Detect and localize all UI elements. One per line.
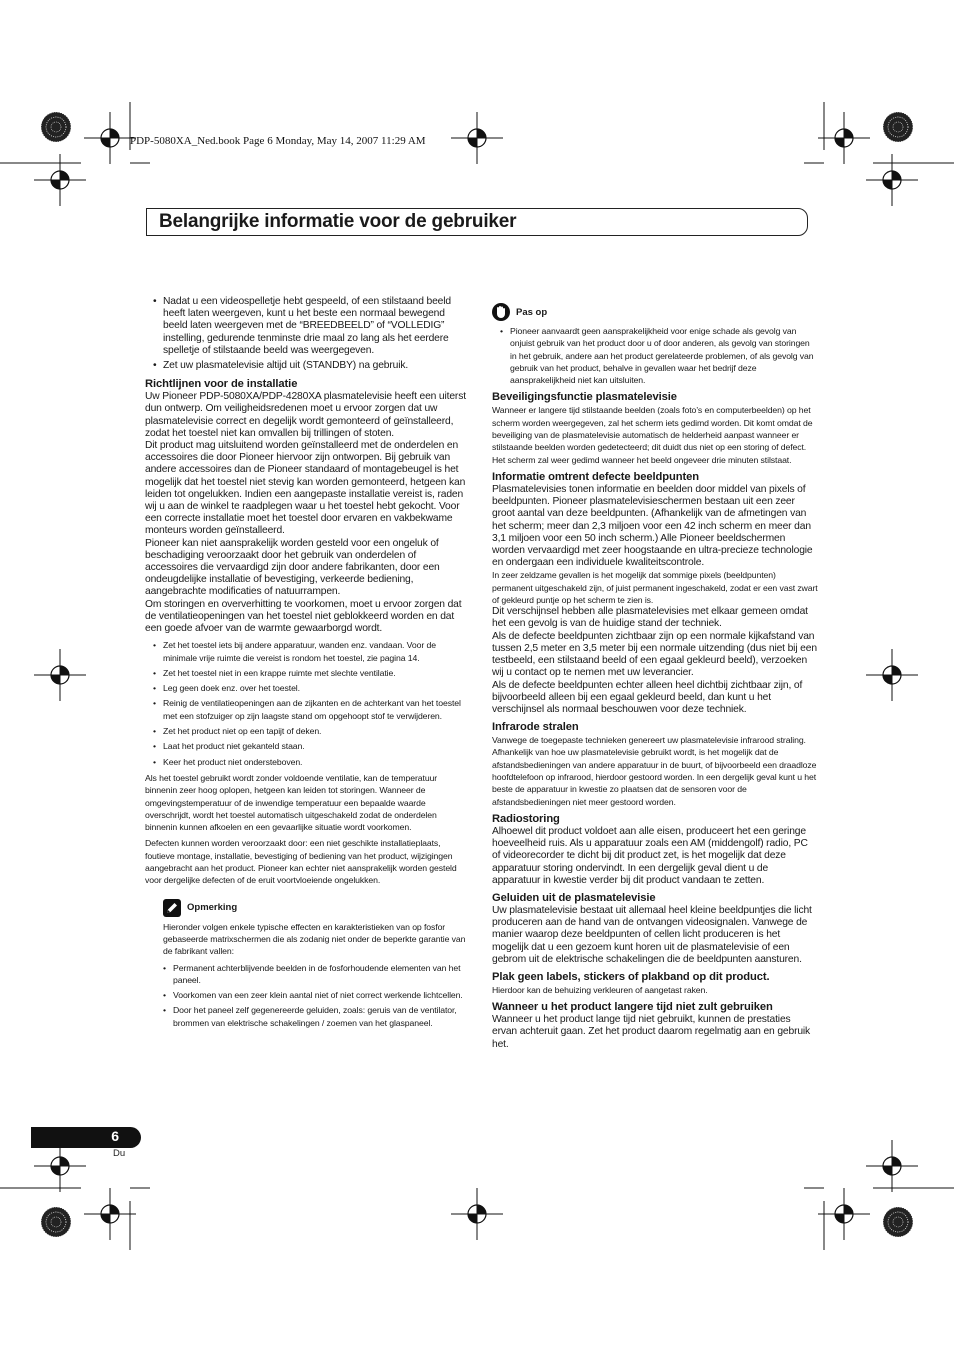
note-label: Opmerking: [187, 902, 238, 914]
left-column: [145, 296, 470, 1029]
section-heading-labels: Plak geen labels, stickers of plakband op dit product.: [492, 970, 770, 983]
list-item: • Voorkomen van een zeer klein aantal niet of niet correct werkende lichtcellen.: [163, 990, 463, 1001]
paragraph: Als de defecte beeldpunten echter alleen heel dichtbij zichtbaar zijn, of bijvoorbeeld alleen bij een egaal gekleurd beeld, dan kunt u het verschijnsel als normaal beschouwen voor deze techniek.: [492, 679, 803, 715]
list-item: • Pioneer aanvaardt geen aansprakelijkheid voor enige schade als gevolg van onjuist gebruik van het product door u of door anderen, als gevolg van storingen in het gebruik, andere aan het product gerelateerde problemen, of als gevolg van gebruik van het product, behalve in gevallen waar het bedrijf deze aansprakelijkheid niet kan uitsluiten.: [500, 326, 814, 386]
paragraph: Pioneer kan niet aansprakelijk worden gesteld voor een ongeluk of beschadiging veroorzaakt door het gebruik van onderdelen of accessoires die vervaardigd zijn door andere fabrikanten, door een ondeugdelijke installatie of bevestiging, verkeerde bediening, aangebrachte modificaties of natuurrampen.: [145, 537, 440, 598]
note-intro: Hieronder volgen enkele typische effecten en karakteristieken van op fosfor gebaseerde matrixschermen die als zodanig niet onder de beperkte garantie van de fabrikant vallen:: [163, 921, 466, 957]
page-title-bar: [146, 208, 808, 236]
list-item: • Zet het toestel niet in een krappe ruimte met slechte ventilatie.: [153, 667, 396, 678]
section-heading-infrared: Infrarode stralen: [492, 721, 579, 734]
paragraph: Als de defecte beeldpunten zichtbaar zijn op een normale kijkafstand van tussen 2,5 meter en 3,5 meter bij een normale uitzending (dus niet bij een testbeeld, een stilstaand beeld of een egaal gekleurd beeld), verzoeken wij u contact op te nemen met uw leverancier.: [492, 630, 817, 679]
paragraph: In zeer zeldzame gevallen is het mogelijk dat sommige pixels (beeldpunten) permanent uitgeschakeld zijn, of juist permanent ingeschakeld, zodat er een vast zwart of gekleurd puntje op het scherm te zien is.: [492, 570, 818, 605]
paragraph: Wanneer er langere tijd stilstaande beelden (zoals foto’s en computerbeelden) op het scherm worden weergegeven, zal het scherm iets gedimd worden. Dit komt omdat de beveiliging van de plasmatelevisie automatisch de helderheid aanpast wanneer er stilstaande beelden worden gedetecteerd; dit duidt dus niet op een storing of defect. Het scherm zal weer gedimd wanneer het beeld ongeveer drie minuten stilstaat.: [492, 405, 813, 465]
section-heading-storage: Wanneer u het product langere tijd niet zult gebruiken: [492, 1001, 773, 1014]
right-column: [492, 303, 818, 1051]
paragraph: Hierdoor kan de behuizing verkleuren of aangetast raken.: [492, 984, 708, 995]
note-pencil-icon: [163, 899, 181, 917]
section-heading-radio: Radiostoring: [492, 812, 560, 825]
book-info-line: PDP-5080XA_Ned.book Page 6 Monday, May 14, 2007 11:29 AM: [130, 135, 426, 147]
list-item: • Leg geen doek enz. over het toestel.: [153, 683, 300, 694]
caution-label: Pas op: [516, 306, 548, 318]
page-title: Belangrijke informatie voor de gebruiker: [159, 211, 517, 232]
paragraph: Als het toestel gebruikt wordt zonder voldoende ventilatie, kan de temperatuur binnenin zeer hoog oplopen, hetgeen kan leiden tot storingen. Wanneer de omgevingstemperatuur of de inwendige temperatuur een bepaalde waarde overschrijdt, wordt het toestel automatisch uitgeschakeld zodat de onderdelen binnenin kunnen afkoelen en een gevaarlijke situatie wordt voorkomen.: [145, 772, 438, 833]
paragraph: Vanwege de toegepaste technieken genereert uw plasmatelevisie infrarood straling. Afhankelijk van hoe uw plasmatelevisie gebruikt wordt, is het mogelijk dat de afstandsbedieningen van andere apparatuur in de buurt, of bijvoorbeeld een draadloze hoofdtelefoon op infrarood, hierdoor gestoord worden. In een dergelijk geval kunt u het beste de apparatuur in kwestie zo plaatsen dat de sensoren voor de afstandsbedieningen niet meer gestoord worden.: [492, 735, 817, 807]
list-item: • Zet het toestel iets bij andere apparatuur, wanden enz. vandaan. Voor de minimale vrije ruimte die vereist is rondom het toestel, zie pagina 14.: [153, 640, 436, 663]
paragraph: Om storingen en oververhitting te voorkomen, moet u ervoor zorgen dat de ventilatieopeningen van het toestel niet geblokkeerd worden en dat een goede afvoer van de warmte gewaarborgd wordt.: [145, 598, 462, 635]
list-item: • Zet uw plasmatelevisie altijd uit (STANDBY) na gebruik.: [153, 360, 409, 372]
paragraph: Wanneer u het product lange tijd niet gebruikt, kunnen de prestaties ervan achteruit gaan. Zet het product daarom regelmatig aan en gebruik het.: [492, 1014, 811, 1050]
caution-header: [492, 303, 818, 321]
section-heading-installation: Richtlijnen voor de installatie: [145, 378, 298, 391]
page-number-tab: [31, 1127, 141, 1148]
section-heading-defective-pixels: Informatie omtrent defecte beeldpunten: [492, 470, 699, 483]
paragraph: Uw Pioneer PDP-5080XA/PDP-4280XA plasmatelevisie heeft een uiterst dun ontwerp. Om veiligheidsredenen moet u ervoor zorgen dat uw plasmatelevisie correct en degelijk wordt gemonteerd of geïnstalleerd, zodat het toestel niet kan omvallen bij trillingen of stoten.: [145, 391, 466, 439]
list-item: • Laat het product niet gekanteld staan.: [153, 741, 305, 752]
paragraph: Uw plasmatelevisie bestaat uit allemaal heel kleine beeldpuntjes die licht produceren aan de hand van de ontvangen videosignalen. Vanwege de manier waarop deze beeldpunten of cellen licht produceren is het mogelijk dat u een gezoem kunt horen uit de plasmatelevisie of een gebrom uit de elektrische schakelingen die de beeldpunten aansturen.: [492, 904, 812, 965]
list-item: • Door het paneel zelf gegenereerde geluiden, zoals: geruis van de ventilator, brommen van elektrische schakelingen / zoemen van het glaspaneel.: [163, 1005, 457, 1028]
note-box: [145, 899, 470, 1029]
list-item: • Keer het product niet ondersteboven.: [153, 756, 303, 767]
paragraph: Dit verschijnsel hebben alle plasmatelevisies met elkaar gemeen omdat het een gevolg is van de huidige stand der techniek.: [492, 606, 808, 630]
section-heading-sounds: Geluiden uit de plasmatelevisie: [492, 891, 656, 904]
list-item: • Nadat u een videospelletje hebt gespeeld, of een stilstaand beeld heeft laten weergeven, kunt u het beste een normaal bewegend beeld laten weergeven met de “BREEDBEELD” of “VOLLEDIG” instelling, gedurende tenminste drie maal zo lang als het eerdere spelletje of stilstaande beeld was weergegeven.: [153, 296, 451, 356]
list-item: • Reinig de ventilatieopeningen aan de zijkanten en de achterkant van het toestel met een stofzuiger op zijn laagste stand om opgehoopt stof te verwijderen.: [153, 698, 461, 721]
caution-hand-icon: [492, 303, 510, 321]
paragraph: Alhoewel dit product voldoet aan alle eisen, produceert het een geringe hoeveelheid ruis. Als u apparatuur zoals een AM (middengolf) radio, PC of videorecorder te dicht bij dit product zet, is het mogelijk dat deze apparatuur storing ondervindt. In een dergelijk geval dient u de apparatuur in kwestie verder bij dit product vandaan te zetten.: [492, 825, 808, 886]
page-number: 6: [111, 1128, 119, 1144]
language-code: Du: [113, 1148, 126, 1159]
section-heading-protection: Beveiligingsfunctie plasmatelevisie: [492, 391, 677, 404]
paragraph: Plasmatelevisies tonen informatie en beelden door middel van pixels of beeldpunten. Pioneer plasmatelevisieschermen bestaan uit een zeer groot aantal van deze beeldpunten. (Afhankelijk van de afmetingen van het scherm; meer dan 2,3 miljoen voor een 42 inch scherm en meer dan 3,1 miljoen voor een 50 inch scherm.) Alle Pioneer beeldschermen worden vervaardigd met zeer hoogstaande en ultra-precieze technologie en ondergaan een individuele kwaliteitscontrole.: [492, 483, 813, 569]
list-item: • Zet het product niet op een tapijt of deken.: [153, 726, 322, 737]
paragraph: Defecten kunnen worden veroorzaakt door: een niet geschikte installatieplaats, foutieve montage, installatie, bevestiging of bediening van het product, wijzigingen aangebracht aan het product. Pioneer kan echter niet aansprakelijk worden gesteld voor dergelijke defecten of de eruit voortvloeiende ongelukken.: [145, 838, 457, 886]
list-item: • Permanent achterblijvende beelden in de fosforhoudende elementen van het paneel.: [163, 962, 461, 985]
paragraph: Dit product mag uitsluitend worden geïnstalleerd met de onderdelen en accessoires die door Pioneer hiervoor zijn ontworpen. Bij gebruik van andere accessoires dan de Pioneer standaard of montagebeugel is het mogelijk dat het toestel niet stevig kan worden gemonteerd, hetgeen kan leiden tot ongelukken. Indien een aangepaste installatie vereist is, raden wij u aan de winkel te raadplegen waar u het toestel hebt gekocht. Voor een correcte installatie moet het toestel door ervaren en vakbekwame monteurs worden geïnstalleerd.: [145, 440, 466, 537]
